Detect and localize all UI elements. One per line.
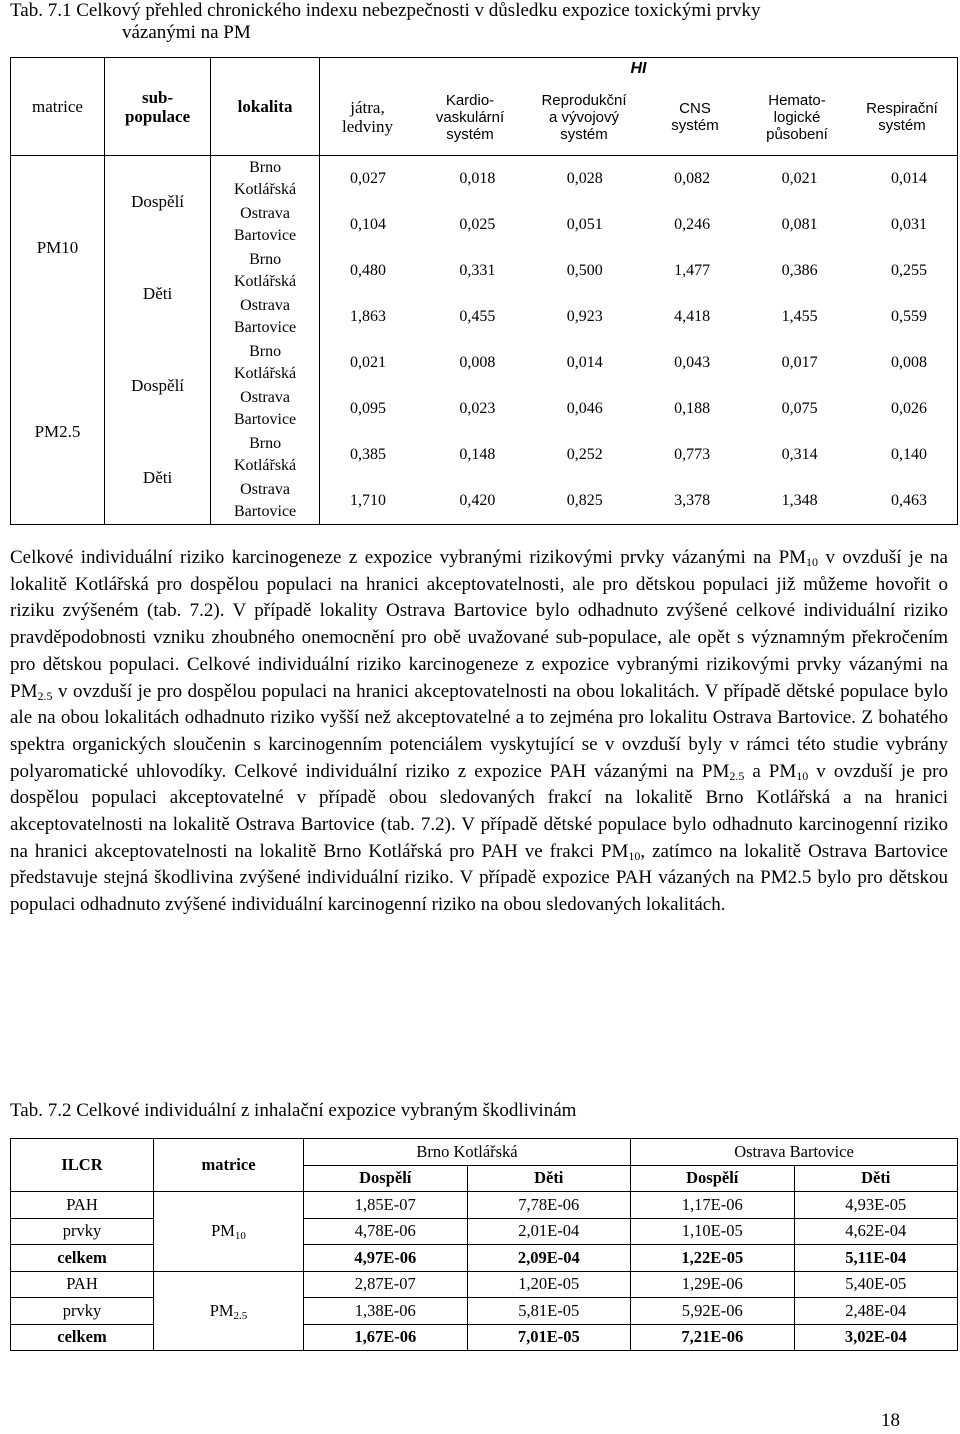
- location-item: Ostrava Bartovice: [233, 297, 297, 336]
- value-cell: 7,01E-05: [467, 1324, 631, 1351]
- location-item: Ostrava Bartovice: [233, 481, 297, 520]
- value-cell: 0,023: [459, 400, 496, 417]
- header-respiracni: Respirační systém: [866, 100, 938, 134]
- value-cell: 2,87E-07: [304, 1271, 468, 1298]
- value-cell: 0,027: [350, 170, 386, 187]
- value-row: [350, 202, 927, 248]
- header-deti: Děti: [467, 1165, 631, 1192]
- value-cell: 0,026: [890, 400, 927, 417]
- table1-caption: [10, 0, 950, 44]
- value-cell: 0,480: [350, 262, 386, 279]
- location-cell: [211, 156, 320, 525]
- value-cell: 0,021: [781, 170, 818, 187]
- value-cell: 0,255: [890, 262, 927, 279]
- values-cell: [320, 156, 958, 525]
- subpop-item: Děti: [142, 468, 173, 487]
- subpop-item: Dospělí: [131, 376, 185, 395]
- caption-line1: Tab. 7.1 Celkový přehled chronického indexu nebezpečnosti v důsledku expozice toxickými prvky: [10, 0, 761, 21]
- value-cell: 0,075: [781, 400, 818, 417]
- header-deti: Děti: [794, 1165, 958, 1192]
- caption-line2: vázanými na PM: [122, 22, 251, 43]
- value-cell: 0,825: [566, 492, 603, 509]
- subpop-cell: [105, 156, 211, 525]
- value-cell: 0,773: [674, 446, 711, 463]
- value-cell: 1,17E-06: [631, 1192, 795, 1219]
- value-cell: 3,378: [674, 492, 711, 509]
- value-cell: 0,028: [566, 170, 603, 187]
- ilcr-table: [10, 1138, 958, 1351]
- value-cell: 0,385: [350, 446, 386, 463]
- value-cell: 0,104: [350, 216, 386, 233]
- matrice-pm25: PM2.5: [34, 422, 81, 441]
- value-cell: 4,97E-06: [304, 1245, 468, 1272]
- row-label: prvky: [11, 1218, 154, 1245]
- value-cell: 0,018: [459, 170, 496, 187]
- table-row: [11, 1245, 958, 1272]
- location-item: Ostrava Bartovice: [233, 389, 297, 428]
- value-cell: 0,031: [890, 216, 927, 233]
- value-cell: 5,11E-04: [794, 1245, 958, 1272]
- value-cell: 2,01E-04: [467, 1218, 631, 1245]
- header-reprodukcni: Reprodukční a vývojový systém: [541, 91, 627, 143]
- table-row: [11, 1192, 958, 1219]
- value-cell: 1,38E-06: [304, 1298, 468, 1325]
- matrice-cell: [11, 156, 105, 525]
- value-row: [350, 156, 927, 202]
- header-lokalita: lokalita: [211, 58, 320, 156]
- value-cell: 0,314: [781, 446, 818, 463]
- matrice-pm10: PM10: [36, 238, 79, 257]
- value-cell: 5,92E-06: [631, 1298, 795, 1325]
- subpop-item: Děti: [142, 284, 173, 303]
- value-cell: 0,188: [674, 400, 711, 417]
- value-cell: 1,20E-05: [467, 1271, 631, 1298]
- value-cell: 1,22E-05: [631, 1245, 795, 1272]
- value-cell: 5,81E-05: [467, 1298, 631, 1325]
- value-cell: 0,008: [890, 354, 927, 371]
- value-cell: 0,559: [890, 308, 927, 325]
- value-row: [350, 432, 927, 478]
- value-cell: 2,09E-04: [467, 1245, 631, 1272]
- value-cell: 0,051: [566, 216, 603, 233]
- subpop-item: Dospělí: [131, 192, 185, 211]
- value-cell: 0,017: [781, 354, 818, 371]
- value-cell: 0,025: [459, 216, 496, 233]
- location-item: Ostrava Bartovice: [233, 205, 297, 244]
- header-matrice: matrice: [11, 58, 105, 156]
- value-cell: 0,046: [566, 400, 603, 417]
- header-kardio: Kardio- vaskulární systém: [435, 91, 505, 143]
- value-row: [350, 248, 927, 294]
- value-cell: 0,081: [781, 216, 818, 233]
- value-cell: 4,62E-04: [794, 1218, 958, 1245]
- header-hemato: Hemato- logické působení: [766, 91, 828, 143]
- header-hi-block: [320, 58, 958, 156]
- row-label: celkem: [11, 1245, 154, 1272]
- value-row: [350, 386, 927, 432]
- location-item: Brno Kotlářská: [233, 251, 297, 290]
- value-cell: 5,40E-05: [794, 1271, 958, 1298]
- location-item: Brno Kotlářská: [233, 435, 297, 474]
- value-cell: 0,420: [459, 492, 496, 509]
- value-row: [350, 294, 927, 340]
- value-row: [350, 340, 927, 386]
- header-ostrava: Ostrava Bartovice: [631, 1139, 958, 1166]
- value-cell: 7,78E-06: [467, 1192, 631, 1219]
- row-label: celkem: [11, 1324, 154, 1351]
- value-row: [350, 478, 927, 524]
- value-cell: 0,463: [890, 492, 927, 509]
- value-cell: 0,021: [350, 354, 386, 371]
- value-cell: 1,477: [674, 262, 711, 279]
- hazard-index-table: [10, 57, 958, 525]
- row-label: prvky: [11, 1298, 154, 1325]
- value-cell: 4,78E-06: [304, 1218, 468, 1245]
- header-dospeli: Dospělí: [631, 1165, 795, 1192]
- value-cell: 0,246: [674, 216, 711, 233]
- value-cell: 0,331: [459, 262, 496, 279]
- value-cell: 0,095: [350, 400, 386, 417]
- value-cell: 0,043: [674, 354, 711, 371]
- page-number: 18: [881, 1410, 900, 1431]
- value-cell: 0,252: [566, 446, 603, 463]
- value-cell: 3,02E-04: [794, 1324, 958, 1351]
- value-cell: 1,863: [350, 308, 386, 325]
- value-cell: 1,29E-06: [631, 1271, 795, 1298]
- header-dospeli: Dospělí: [304, 1165, 468, 1192]
- header-jatra: játra, ledviny: [342, 98, 393, 136]
- value-cell: 0,923: [566, 308, 603, 325]
- body-paragraph: Celkové individuální riziko karcinogeneze z expozice vybranými rizikovými prvky vázanými na $PM_{10}$ v ovzduší je na lokalitě Kotlářská pro dospělou populaci na hranici akceptovatelnosti, ale pro dětskou populaci již můžeme hovořit o riziku zvýšeném (tab. 7.2). V případě lokality Ostrava Bartovice bylo odhadnuto zvýšené celkové individuální riziko pravděpodobnosti vzniku zhoubného onemocnění pro obě uvažované sub-populace, ale opět s významným překročením pro dětskou populaci. Celkové individuální riziko karcinogeneze z expozice vybranými rizikovými prvky vázanými na $PM_{2.5}$ v ovzduší je pro dospělou populaci na hranici akceptovatelnosti na obou lokalitách. V případě dětské populace bylo ale na obou lokalitách odhadnuto riziko vyšší než akceptovatelné a to zejména pro lokalitu Ostrava Bartovice. Z bohatého spektra organických sloučenin s karcinogenním potenciálem vyskytující se v ovzduší byly v rámci této studie vybrány polyaromatické uhlovodíky. Celkové individuální riziko z expozice PAH vázanými na $PM_{2.5}$ a $PM_{10}$ v ovzduší je pro dospělou populaci akceptovatelné v případě obou sledovaných frakcí na lokalitě Brno Kotlářská a na hranici akceptovatelnosti na lokalitě Ostrava Bartovice (tab. 7.2). V případě dětské populace bylo odhadnuto karcinogenní riziko na hranici akceptovatelnosti na lokalitě Brno Kotlářská pro PAH ve frakci $PM_{10}$, zatímco na lokalitě Ostrava Bartovice představuje stejná škodlivina zvýšené individuální riziko. V případě expozice PAH vázaných na PM2.5 bylo pro dětskou populaci odhadnuto zvýšené individuální karcinogenní riziko na obou sledovaných lokalitách.: [10, 547, 948, 916]
- value-cell: 1,85E-07: [304, 1192, 468, 1219]
- value-cell: 7,21E-06: [631, 1324, 795, 1351]
- header-subpopulace: sub- populace: [105, 58, 211, 156]
- location-item: Brno Kotlářská: [233, 159, 297, 198]
- value-cell: 0,014: [890, 170, 927, 187]
- value-cell: 1,10E-05: [631, 1218, 795, 1245]
- value-cell: 0,140: [890, 446, 927, 463]
- value-cell: 4,418: [674, 308, 711, 325]
- value-cell: 0,148: [459, 446, 496, 463]
- value-cell: 1,348: [781, 492, 818, 509]
- value-cell: 0,455: [459, 308, 496, 325]
- value-cell: 2,48E-04: [794, 1298, 958, 1325]
- matrice-label: $PM_{2.5}$: [154, 1271, 304, 1351]
- header-matrice: matrice: [154, 1139, 304, 1192]
- value-cell: 1,455: [781, 308, 818, 325]
- value-cell: 1,67E-06: [304, 1324, 468, 1351]
- header-cns: CNS systém: [671, 100, 719, 134]
- table-row: [11, 1271, 958, 1298]
- header-ilcr: ILCR: [11, 1139, 154, 1192]
- row-label: PAH: [11, 1271, 154, 1298]
- location-item: Brno Kotlářská: [233, 343, 297, 382]
- header-brno: Brno Kotlářská: [304, 1139, 631, 1166]
- value-cell: 1,710: [350, 492, 386, 509]
- matrice-label: $PM_{10}$: [154, 1192, 304, 1272]
- table-row: [11, 1324, 958, 1351]
- value-cell: 0,014: [566, 354, 603, 371]
- table-row: [11, 1298, 958, 1325]
- table2-caption: Tab. 7.2 Celkové individuální z inhalační expozice vybraným škodlivinám: [10, 1100, 577, 1121]
- value-cell: 0,082: [674, 170, 711, 187]
- table-row: [11, 1218, 958, 1245]
- row-label: PAH: [11, 1192, 154, 1219]
- value-cell: 0,500: [566, 262, 603, 279]
- value-cell: 0,008: [459, 354, 496, 371]
- value-cell: 4,93E-05: [794, 1192, 958, 1219]
- header-hi: HI: [630, 60, 647, 77]
- value-cell: 0,386: [781, 262, 818, 279]
